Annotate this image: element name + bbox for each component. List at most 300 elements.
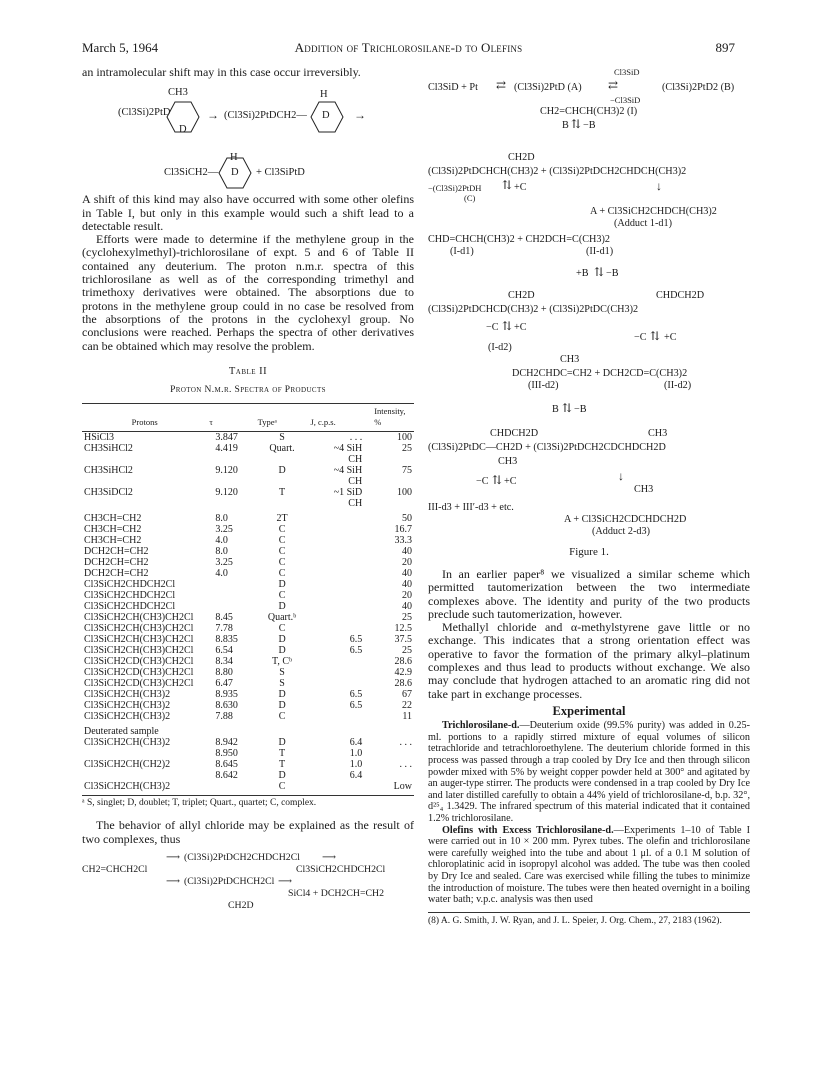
cell-type: T xyxy=(279,759,286,771)
cell-protons: Cl3SiCH2CH(CH3)CH2Cl xyxy=(84,612,194,624)
cell-j xyxy=(308,667,372,678)
row3-label-1: (I-d1) xyxy=(450,246,474,257)
hydrogen-label: H xyxy=(320,89,328,101)
cell-type: C xyxy=(278,524,286,536)
minus-b-label-3: −B xyxy=(574,404,587,415)
cell-type: D xyxy=(278,770,286,782)
plus-c-label: +C xyxy=(514,182,527,193)
row3-olefins: CHD=CHCH(CH3)2 + CH2DCH=C(CH3)2 xyxy=(428,234,610,245)
left-column xyxy=(82,65,414,912)
table-row xyxy=(82,612,414,623)
table-title: Table II xyxy=(228,365,268,377)
updown-arrow-7: ⇅ xyxy=(492,473,503,487)
ch3-label-2: CH3 xyxy=(634,484,654,495)
cell-tau: 8.950 xyxy=(215,748,238,760)
table-row xyxy=(82,524,414,535)
cell-protons: Cl3SiCH2CH(CH3)2 xyxy=(84,711,171,723)
scheme2-start: CH2=CHCH2Cl xyxy=(82,864,148,876)
table-row xyxy=(82,498,414,509)
upper-arrow: ⟶ xyxy=(166,852,181,864)
cell-intensity: 16.7 xyxy=(394,524,412,536)
table-row xyxy=(82,465,414,476)
b-label: B xyxy=(562,120,569,131)
b-label-2: B xyxy=(552,404,559,415)
cell-intensity: . . . xyxy=(399,737,412,749)
reference-8: (8) A. G. Smith, J. W. Ryan, and J. L. Speier, J. Org. Chem., 27, 2183 (1962). xyxy=(428,912,750,927)
table-row xyxy=(82,590,414,601)
cell-tau: 8.80 xyxy=(215,667,233,679)
cell-type xyxy=(256,476,309,487)
ring1-d-label: D xyxy=(179,124,187,136)
table-row xyxy=(82,770,414,781)
cell-protons: Cl3SiCH2CD(CH3)CH2Cl xyxy=(84,678,194,690)
scheme1-product: Cl3SiCH2— xyxy=(164,167,219,179)
exp1-title: Trichlorosilane-d. xyxy=(442,720,520,732)
table-row xyxy=(82,722,414,737)
cell-j xyxy=(308,656,372,667)
cell-protons: Cl3SiCH2CHDCH2Cl xyxy=(84,601,176,613)
ring2-d-label: D xyxy=(322,110,330,122)
cell-j: CH xyxy=(348,454,363,466)
row6-sub: CH3 xyxy=(498,456,518,467)
cell-intensity: 25 xyxy=(402,612,412,624)
cell-j: 1.0 xyxy=(349,759,363,771)
cell-j xyxy=(308,546,372,557)
cell-tau: 7.88 xyxy=(215,711,233,723)
cell-j xyxy=(308,509,372,524)
col-type: Typeᵃ xyxy=(256,404,309,432)
cell-type xyxy=(256,722,309,737)
cell-intensity: 50 xyxy=(402,513,412,525)
table-row xyxy=(82,535,414,546)
cell-intensity: 40 xyxy=(402,546,412,558)
table-row xyxy=(82,678,414,689)
cell-tau: 8.45 xyxy=(215,612,233,624)
table-body xyxy=(82,432,414,793)
table-row xyxy=(82,667,414,678)
right-column xyxy=(428,66,750,927)
cell-type: S xyxy=(279,432,285,444)
adduct-2: A + Cl3SiCH2CDCHDCH2D xyxy=(564,514,687,525)
paragraph-methallyl: Methallyl chloride and α-methylstyrene gave little or no exchange. This indicates that a strong orientation effect was operative to favor the formation of the primary alkyl–platinum complexes and thus lead to products without exchange. We also may conclude that hydrogen attached to an aromatic ring did not take part in exchange processes. xyxy=(428,620,750,701)
cell-intensity xyxy=(372,722,414,737)
down-arrow-2: ↓ xyxy=(618,469,624,483)
cell-tau xyxy=(207,476,255,487)
table-row xyxy=(82,432,414,444)
olefin-i: CH2=CHCH(CH3)2 (I) xyxy=(540,106,638,117)
table-row xyxy=(82,579,414,590)
minus-c-label-2: −C xyxy=(634,332,647,343)
lower-arrow: ⟶ xyxy=(166,876,181,888)
cell-intensity xyxy=(372,770,414,781)
cell-intensity: 40 xyxy=(402,579,412,591)
table-row xyxy=(82,711,414,722)
cell-j xyxy=(308,722,372,737)
row2-complexes: (Cl3Si)2PtDCHCH(CH3)2 + (Cl3Si)2PtDCH2CHDCH(CH3)2 xyxy=(428,166,687,177)
scheme2-lower: (Cl3Si)2PtDCHCH2Cl xyxy=(184,876,275,888)
row6-top-2: CH3 xyxy=(648,428,668,439)
cell-protons xyxy=(82,498,207,509)
cell-type: D xyxy=(278,634,286,646)
cell-tau xyxy=(207,722,255,737)
cell-protons: Cl3SiCH2CD(CH3)CH2Cl xyxy=(84,667,194,679)
exp2-title: Olefins with Excess Trichlorosilane-d. xyxy=(442,824,614,836)
cell-protons xyxy=(82,454,207,465)
cell-protons: CH3CH=CH2 xyxy=(84,535,142,547)
cell-type: 2T xyxy=(276,513,288,525)
cell-tau: 7.78 xyxy=(215,623,233,635)
table-row xyxy=(82,634,414,645)
row4-top-1: CH2D xyxy=(508,290,535,301)
cell-tau: 8.935 xyxy=(215,689,238,701)
cell-protons xyxy=(82,770,207,781)
plus-c-label-2: +C xyxy=(514,322,527,333)
cell-protons: Cl3SiCH2CH(CH3)CH2Cl xyxy=(84,645,194,657)
cell-type xyxy=(256,498,309,509)
cell-tau: 9.120 xyxy=(215,465,238,477)
cell-tau: 6.54 xyxy=(215,645,233,657)
cell-tau: 4.0 xyxy=(215,568,228,580)
cell-j xyxy=(308,524,372,535)
scheme1-arrow-2: → xyxy=(354,108,366,123)
equilibrium-arrow: ⇄ xyxy=(496,78,507,92)
figure-1-scheme xyxy=(428,66,750,596)
cell-protons: CH3CH=CH2 xyxy=(84,524,142,536)
cell-tau: 9.120 xyxy=(215,487,238,499)
cell-protons: DCH2CH=CH2 xyxy=(84,568,149,580)
header-date: March 5, 1964 xyxy=(82,40,159,55)
paragraph-earlier-paper: In an earlier paper⁸ we visualized a similar scheme which permitted tautomerization between the two intermediate complexes above. The identity and purity of the two products preclude such tautomerization, however. xyxy=(428,567,750,621)
cell-intensity: 40 xyxy=(402,601,412,613)
cell-j xyxy=(308,557,372,568)
methyl-label: CH3 xyxy=(168,87,188,99)
ch2d-label: CH2D xyxy=(508,152,535,163)
c-label: (C) xyxy=(464,193,476,203)
cell-intensity: 25 xyxy=(402,443,412,455)
updown-arrow-3: ⇅ xyxy=(594,265,605,279)
cell-tau: 8.0 xyxy=(215,546,228,558)
running-header xyxy=(82,40,735,56)
cell-intensity: 20 xyxy=(402,557,412,569)
cell-protons: Cl3SiCH2CH(CH3)2 xyxy=(84,700,171,712)
nmr-table xyxy=(82,403,414,792)
cell-type: C xyxy=(278,535,286,547)
paragraph-olefins-excess xyxy=(428,825,750,906)
cell-protons: CH3SiDCl2 xyxy=(84,487,133,499)
col-intensity: Intensity, % xyxy=(372,404,414,432)
cell-tau: 3.847 xyxy=(215,432,238,444)
cell-type: C xyxy=(278,623,286,635)
cell-type: D xyxy=(278,689,286,701)
cell-tau: 8.942 xyxy=(215,737,238,749)
cell-protons: CH3SiHCl2 xyxy=(84,465,133,477)
cell-j: 6.5 xyxy=(349,689,363,701)
scheme1-intermediate: (Cl3Si)2PtDCH2— xyxy=(224,110,307,122)
cell-intensity xyxy=(372,748,414,759)
cell-intensity: . . . xyxy=(399,759,412,771)
cell-j: 1.0 xyxy=(349,748,363,760)
equilibrium-arrow-2: ⇄ xyxy=(608,78,619,92)
table-row xyxy=(82,601,414,612)
hydrogen-label-2: H xyxy=(230,152,238,164)
table-row xyxy=(82,689,414,700)
table-row xyxy=(82,645,414,656)
table-row xyxy=(82,557,414,568)
minus-c-label: −C xyxy=(486,322,499,333)
cell-type xyxy=(256,454,309,465)
cell-protons: Cl3SiCH2CH(CH3)CH2Cl xyxy=(84,634,194,646)
paragraph-allyl: The behavior of allyl chloride may be explained as the result of two complexes, thus xyxy=(82,818,414,846)
eq1-mid: (Cl3Si)2PtD (A) xyxy=(514,82,582,93)
table-row xyxy=(82,781,414,792)
cell-j xyxy=(308,612,372,623)
cell-j: ~4 SiH xyxy=(333,443,363,455)
cell-protons: Cl3SiCH2CHDCH2Cl xyxy=(84,590,176,602)
cell-type: C xyxy=(278,711,286,723)
cell-j xyxy=(308,711,372,722)
cell-j: ~4 SiH xyxy=(333,465,363,477)
cell-protons xyxy=(82,748,207,759)
cell-tau xyxy=(207,579,255,590)
cell-type: C xyxy=(278,557,286,569)
cell-j: 6.4 xyxy=(349,737,363,749)
col-protons: Protons xyxy=(82,404,207,432)
cell-j xyxy=(308,568,372,579)
scheme1-arrow: → xyxy=(207,108,219,123)
cell-tau: 8.630 xyxy=(215,700,238,712)
cell-tau: 8.642 xyxy=(215,770,238,782)
cell-j xyxy=(308,601,372,612)
cell-type: D xyxy=(278,737,286,749)
plus-c-label-4: +C xyxy=(504,476,517,487)
cell-intensity: 20 xyxy=(402,590,412,602)
cell-protons: CH3SiHCl2 xyxy=(84,443,133,455)
cyclohexyl-shift-scheme xyxy=(82,79,414,187)
down-arrow: ↓ xyxy=(656,179,662,193)
cell-tau: 6.47 xyxy=(215,678,233,690)
cell-intensity: 22 xyxy=(402,700,412,712)
scheme2-upper: (Cl3Si)2PtDCH2CHDCH2Cl xyxy=(184,852,300,864)
i-d2-label: (I-d2) xyxy=(488,342,512,353)
cell-type: C xyxy=(278,568,286,580)
cell-intensity: 75 xyxy=(402,465,412,477)
scheme2-upper-product: Cl3SiCH2CHDCH2Cl xyxy=(296,864,386,876)
table-subtitle: Proton N.m.r. Spectra of Products xyxy=(170,385,326,396)
cell-j: . . . xyxy=(349,432,363,444)
row5-olefins: DCH2CHDC=CH2 + DCH2CD=C(CH3)2 xyxy=(512,368,688,379)
cell-j xyxy=(308,678,372,689)
minus-b-label: −B xyxy=(583,120,596,131)
cell-protons: Cl3SiCH2CH(CH3)2 xyxy=(84,737,171,749)
ch3-label: CH3 xyxy=(560,354,580,365)
cell-intensity: 28.6 xyxy=(394,656,412,668)
cell-j xyxy=(308,590,372,601)
cell-type: T, Cᵇ xyxy=(271,656,293,668)
cell-j xyxy=(308,535,372,546)
eq1-bottom: −Cl3SiD xyxy=(610,95,641,105)
col-tau: τ xyxy=(207,404,255,432)
row6-complexes: (Cl3Si)2PtDC—CH2D + (Cl3Si)2PtDCH2CDCHDCH2D xyxy=(428,442,666,453)
cell-type: D xyxy=(278,465,286,477)
cell-j xyxy=(308,579,372,590)
cell-tau: 8.34 xyxy=(215,656,233,668)
table-row xyxy=(82,748,414,759)
updown-arrow-2: ⇅ xyxy=(502,178,513,192)
row4-top-2: CHDCH2D xyxy=(656,290,705,301)
adduct-1: A + Cl3SiCH2CHDCH(CH3)2 xyxy=(590,206,717,217)
updown-arrow-6: ⇅ xyxy=(562,401,573,415)
table-row xyxy=(82,737,414,748)
cell-type: D xyxy=(278,579,286,591)
cell-intensity: Low xyxy=(393,781,412,793)
cell-intensity: 40 xyxy=(402,568,412,580)
eq1-right: (Cl3Si)2PtD2 (B) xyxy=(662,82,735,93)
table-row xyxy=(82,759,414,770)
paragraph-efforts: Efforts were made to determine if the methylene group in the (cyclohexylmethyl)-trichlorosilane of expt. 5 and 6 of Table II contained any deuterium. The proton n.m.r. spectra of this trichlorosilane as well as of the corresponding trimethyl and trimethoxy derivatives were obtained. The absorptions due to protons in the methylene group could in no case be resolved from the absorptions of the protons in the cyclohexyl group. No conclusions were reached. Perhaps the spectra of other derivatives can be obtained which may resolve the problem. xyxy=(82,232,414,353)
table-footnote: ᵃ S, singlet; D, doublet; T, triplet; Quart., quartet; C, complex. xyxy=(82,795,414,809)
cell-protons: CH3CH=CH2 xyxy=(84,513,142,525)
scheme2-lower-product: SiCl4 + DCH2CH=CH2 xyxy=(288,888,384,900)
cell-intensity: 28.6 xyxy=(394,678,412,690)
cell-type: S xyxy=(279,667,285,679)
cell-tau: 3.25 xyxy=(215,524,233,536)
cell-protons: HSiCl3 xyxy=(84,432,115,444)
cell-protons: Cl3SiCH2CH(CH2)2 xyxy=(84,759,171,771)
table-row xyxy=(82,700,414,711)
updown-arrow-5: ⇅ xyxy=(650,329,661,343)
cell-intensity: 12.5 xyxy=(394,623,412,635)
minus-b-label-2: −B xyxy=(606,268,619,279)
cell-j: CH xyxy=(348,476,363,488)
table-row xyxy=(82,546,414,557)
cell-intensity: 67 xyxy=(402,689,412,701)
page-number: 897 xyxy=(715,40,735,55)
cell-protons: Cl3SiCH2CHDCH2Cl xyxy=(84,579,176,591)
cell-intensity: 42.9 xyxy=(394,667,412,679)
eq1-left: Cl3SiD + Pt xyxy=(428,82,478,93)
row6-top-1: CHDCH2D xyxy=(490,428,539,439)
header-title: Addition of Trichlorosilane-d to Olefins xyxy=(294,40,523,55)
cell-tau xyxy=(207,781,255,792)
cell-type: Quart. xyxy=(269,443,295,455)
cell-protons: Deuterated sample xyxy=(84,726,159,738)
cell-tau xyxy=(207,601,255,612)
cell-tau xyxy=(207,498,255,509)
table-row xyxy=(82,656,414,667)
cell-tau: 8.645 xyxy=(215,759,238,771)
cell-type: T xyxy=(279,487,286,499)
row7-left: III-d3 + III′-d3 + etc. xyxy=(428,502,514,513)
cell-tau: 4.0 xyxy=(215,535,228,547)
minus-c-label-3: −C xyxy=(476,476,489,487)
table-row xyxy=(82,454,414,465)
figure-caption: Figure 1. xyxy=(569,546,609,558)
allyl-chloride-scheme xyxy=(82,850,414,912)
cell-type: C xyxy=(278,546,286,558)
cell-protons: Cl3SiCH2CH(CH3)CH2Cl xyxy=(84,623,194,635)
row5-label-2: (II-d2) xyxy=(664,380,692,391)
cell-j: CH xyxy=(348,498,363,510)
cell-protons: Cl3SiCH2CH(CH3)2 xyxy=(84,781,171,793)
exp2-text: —Experiments 1–10 of Table I were carried out in 10 × 200 mm. Pyrex tubes. The olefin and trichlorosilane were carefully weighed into the tube and about 1 μl. of a 0.1 M solution of chloroplatinic acid in isopropyl alcohol was added. The tube was then cooled by Dry Ice and sealed. Care was exercised while filling the tubes to minimize the introduction of moisture. The tubes were then heated overnight in a boiling water bath; v.p.c. analysis was then used xyxy=(428,824,751,906)
upper-arrow-2: ⟶ xyxy=(322,852,337,864)
scheme1-reactant: (Cl3Si)2PtD xyxy=(118,107,171,119)
plus-b-label: +B xyxy=(576,268,589,279)
table-row xyxy=(82,487,414,498)
section-heading-experimental: Experimental xyxy=(552,703,626,718)
row3-label-2: (II-d1) xyxy=(586,246,614,257)
cell-tau: 3.25 xyxy=(215,557,233,569)
cell-type: D xyxy=(278,645,286,657)
cell-protons: Cl3SiCH2CH(CH3)2 xyxy=(84,689,171,701)
col-j: J, c.p.s. xyxy=(308,404,372,432)
table-row xyxy=(82,509,414,524)
adduct-2-name: (Adduct 2-d3) xyxy=(592,526,650,537)
updown-arrow: ⇅ xyxy=(571,117,582,131)
cell-type: D xyxy=(278,700,286,712)
cell-j: 6.4 xyxy=(349,770,363,782)
row2-side: −(Cl3Si)2PtDH xyxy=(428,183,482,193)
row4-complexes: (Cl3Si)2PtDCHCD(CH3)2 + (Cl3Si)2PtDC(CH3)2 xyxy=(428,304,639,315)
cell-intensity: 33.3 xyxy=(394,535,412,547)
cell-j xyxy=(308,623,372,634)
table-row xyxy=(82,623,414,634)
cell-protons xyxy=(82,476,207,487)
cell-tau: 4.419 xyxy=(215,443,238,455)
cell-protons: Cl3SiCH2CD(CH3)CH2Cl xyxy=(84,656,194,668)
cell-tau xyxy=(207,590,255,601)
paragraph-shift: A shift of this kind may also have occurred with some other olefins in Table I, but only in this example would such a shift lead to a detectable result. xyxy=(82,192,414,233)
cell-intensity: 37.5 xyxy=(394,634,412,646)
table-row xyxy=(82,443,414,454)
cell-protons: DCH2CH=CH2 xyxy=(84,557,149,569)
cell-intensity xyxy=(372,476,414,487)
row5-label-1: (III-d2) xyxy=(528,380,559,391)
updown-arrow-4: ⇅ xyxy=(502,319,513,333)
cell-tau: 8.0 xyxy=(215,513,228,525)
scheme2-lower-sub: CH2D xyxy=(228,900,254,912)
cell-intensity: 25 xyxy=(402,645,412,657)
cell-type: S xyxy=(279,678,285,690)
table-row xyxy=(82,476,414,487)
cell-j: ~1 SiD xyxy=(333,487,363,499)
cell-type: C xyxy=(278,590,286,602)
cell-type: D xyxy=(278,601,286,613)
cell-tau: 8.835 xyxy=(215,634,238,646)
cell-j: 6.5 xyxy=(349,700,363,712)
cell-protons: DCH2CH=CH2 xyxy=(84,546,149,558)
cell-j xyxy=(308,781,372,792)
cell-type: T xyxy=(279,748,286,760)
cell-intensity xyxy=(372,498,414,509)
plus-c-label-3: +C xyxy=(664,332,677,343)
intro-paragraph: an intramolecular shift may in this case occur irreversibly. xyxy=(82,65,361,79)
paragraph-trichlorosilane-d xyxy=(428,720,750,824)
cell-type: Quart.ᵇ xyxy=(267,612,297,624)
exp1-text: —Deuterium oxide (99.5% purity) was added in 0.25-ml. portions to a rapidly stirred mixture of equal volumes of silicon tetrachloride and tetrachloroethylene. The deuterium chloride formed in this process was passed through a trap cooled by Dry Ice and then through silicon powder mixed with 5% by weight copper powder held at 300° and agitated by an auger-type stirrer. The products were condensed in a trap cooled by Dry Ice and later distilled carefully to obtain a 44% yield of trichlorosilane-d, b.p. 32°, d²⁵₄ 1.3429. The infrared spectrum of this material indicated that it contained 1.2% trichlorosilane. xyxy=(428,720,750,825)
ring3-d-label: D xyxy=(231,167,239,179)
cell-j: 6.5 xyxy=(349,634,363,646)
lower-arrow-2: ⟶ xyxy=(278,876,293,888)
cell-tau xyxy=(207,454,255,465)
eq1-top: Cl3SiD xyxy=(614,67,640,77)
cell-intensity xyxy=(372,454,414,465)
cell-intensity: 11 xyxy=(402,711,412,723)
adduct-1-name: (Adduct 1-d1) xyxy=(614,218,672,229)
table-row xyxy=(82,568,414,579)
scheme1-coproduct: + Cl3SiPtD xyxy=(256,167,305,179)
cell-type: C xyxy=(278,781,286,793)
